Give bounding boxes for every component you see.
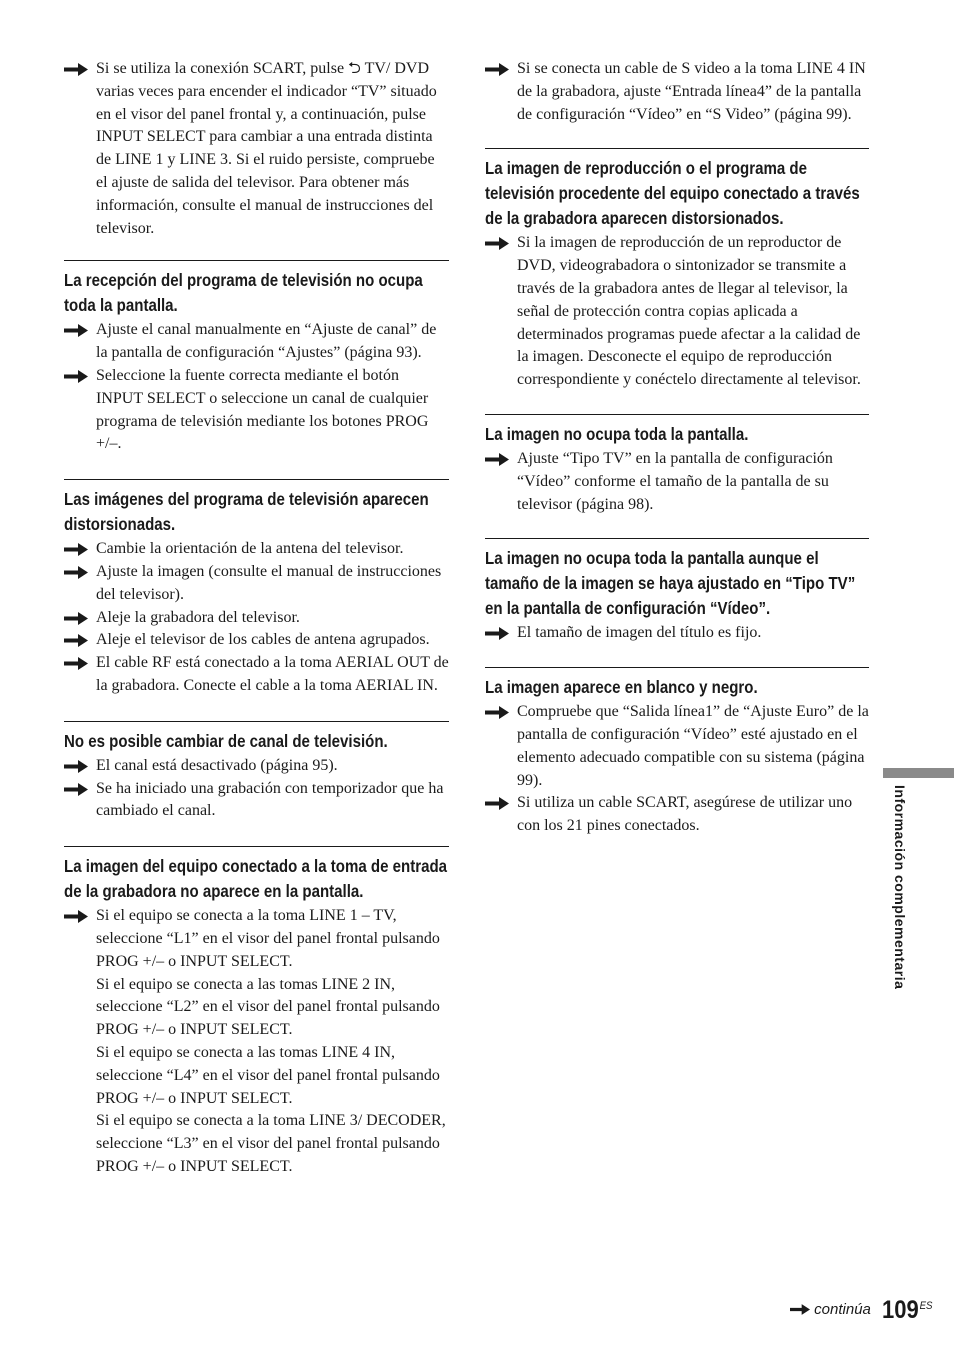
section-heading: Las imágenes del programa de televisión aparecen distorsionadas. <box>64 489 429 535</box>
continue-label: continúa <box>814 1301 871 1318</box>
section-heading: No es posible cambiar de canal de televisión. <box>64 730 388 751</box>
arrow-right-icon <box>64 370 88 383</box>
section-items <box>64 538 449 698</box>
troubleshooting-section <box>64 846 449 1179</box>
section-items <box>64 905 449 1179</box>
arrow-right-icon <box>485 237 509 250</box>
arrow-right-icon <box>64 657 88 670</box>
bullet-text: El tamaño de imagen del título es fijo. <box>517 624 762 642</box>
bullet-text: Ajuste el canal manualmente en “Ajuste de canal” de la pantalla de configuración “Ajustes” (página 93). <box>96 321 437 362</box>
troubleshooting-section <box>64 721 449 823</box>
bullet-text: Ajuste la imagen (consulte el manual de instrucciones del televisor). <box>96 562 442 603</box>
intro-items <box>485 58 869 126</box>
section-items <box>64 319 449 456</box>
bullet-item <box>485 622 869 645</box>
bullet-text: Aleje el televisor de los cables de antena agrupados. <box>96 631 430 649</box>
arrow-right-icon <box>64 63 88 76</box>
bullet-item <box>64 58 449 240</box>
section-heading: La imagen aparece en blanco y negro. <box>485 677 758 698</box>
troubleshooting-section <box>485 148 869 392</box>
troubleshooting-section <box>485 414 869 516</box>
bullet-text: Seleccione la fuente correcta mediante el botón INPUT SELECT o seleccione un canal de cualquier programa de televisión mediante los botones PROG +/–. <box>96 366 429 453</box>
arrow-right-icon <box>485 797 509 810</box>
bullet-item <box>64 778 449 824</box>
bullet-text: Si el equipo se conecta a las tomas LINE 2 IN, seleccione “L2” en el visor del panel frontal pulsando PROG +/– o INPUT SELECT. <box>96 975 440 1039</box>
side-tab-bar <box>883 768 954 778</box>
arrow-right-icon <box>64 634 88 647</box>
arrow-right-icon <box>64 566 88 579</box>
continue-indicator <box>790 1301 871 1318</box>
bullet-text: Si se utiliza la conexión SCART, pulse ⮌ TV/ DVD varias veces para encender el indicador “TV” situado en el visor del panel frontal y, a continuación, pulse INPUT SELECT para cambiar a una entrada distinta de LINE 1 y LINE 3. Si el ruido persiste, compruebe el ajuste de salida del televisor. Para obtener más información, consulte el manual de instrucciones del televisor. <box>96 60 437 237</box>
section-items <box>64 755 449 823</box>
bullet-text: El cable RF está conectado a la toma AERIAL OUT de la grabadora. Conecte el cable a la toma AERIAL IN. <box>96 654 449 694</box>
arrow-right-icon <box>485 627 509 640</box>
section-heading: La imagen no ocupa toda la pantalla aunque el tamaño de la imagen se haya ajustado en “Tipo TV” en la pantalla de configuración “Vídeo”. <box>485 548 856 619</box>
troubleshooting-section <box>485 538 869 645</box>
bullet-item <box>64 652 449 698</box>
arrow-right-icon <box>64 910 88 923</box>
left-column <box>64 58 449 1179</box>
troubleshooting-section <box>64 479 449 698</box>
arrow-right-icon <box>64 324 88 337</box>
bullet-item <box>485 232 869 392</box>
section-heading: La imagen no ocupa toda la pantalla. <box>485 423 749 444</box>
bullet-text: Ajuste “Tipo TV” en la pantalla de configuración “Vídeo” conforme el tamaño de la pantalla de su televisor (página 98). <box>517 449 833 513</box>
section-items <box>485 701 869 838</box>
bullet-text: Si el equipo se conecta a las tomas LINE 4 IN, seleccione “L4” en el visor del panel frontal pulsando PROG +/– o INPUT SELECT. <box>96 1043 440 1107</box>
bullet-item <box>64 365 449 456</box>
section-heading: La imagen del equipo conectado a la toma de entrada de la grabadora no aparece en la pantalla. <box>64 856 448 902</box>
bullet-text: Si utiliza un cable SCART, asegúrese de utilizar uno con los 21 pines conectados. <box>517 794 853 835</box>
bullet-item <box>64 905 449 1179</box>
arrow-right-icon <box>790 1304 810 1315</box>
section-heading: La imagen de reproducción o el programa de televisión procedente del equipo conectado a través de la grabadora aparecen distorsionados. <box>485 158 860 229</box>
troubleshooting-section <box>64 260 449 456</box>
bullet-item <box>485 792 869 838</box>
bullet-item <box>485 58 869 126</box>
section-items <box>485 622 869 645</box>
section-items <box>485 232 869 392</box>
bullet-text: Aleje la grabadora del televisor. <box>96 608 300 626</box>
arrow-right-icon <box>64 760 88 773</box>
troubleshooting-section <box>485 667 869 838</box>
intro-items <box>64 58 449 240</box>
arrow-right-icon <box>64 612 88 625</box>
bullet-text: Si el equipo se conecta a la toma LINE 1 – TV, seleccione “L1” en el visor del panel frontal pulsando PROG +/– o INPUT SELECT. <box>96 907 440 970</box>
bullet-item <box>64 319 449 365</box>
section-items <box>485 448 869 516</box>
side-tab-label: Información complementaria <box>892 785 908 990</box>
arrow-right-icon <box>485 453 509 466</box>
right-column <box>485 58 869 838</box>
bullet-item <box>485 448 869 516</box>
bullet-item <box>64 629 449 652</box>
bullet-text: Se ha iniciado una grabación con temporizador que ha cambiado el canal. <box>96 779 444 820</box>
page-number <box>882 1296 933 1325</box>
bullet-text: El canal está desactivado (página 95). <box>96 756 338 774</box>
arrow-right-icon <box>485 706 509 719</box>
bullet-text: Si el equipo se conecta a la toma LINE 3/ DECODER, seleccione “L3” en el visor del panel frontal pulsando PROG +/– o INPUT SELECT. <box>96 1112 446 1175</box>
section-heading: La recepción del programa de televisión no ocupa toda la pantalla. <box>64 270 423 316</box>
bullet-text: Compruebe que “Salida línea1” de “Ajuste Euro” de la pantalla de configuración “Vídeo” esté ajustado en el elemento adecuado compatible con su sistema (página 99). <box>517 703 869 789</box>
bullet-text: Si la imagen de reproducción de un reproductor de DVD, videograbadora o sintonizador se transmite a través de la grabadora antes de llegar al televisor, la señal de protección contra copias aplicada a determinados programas puede afectar a la calidad de la imagen. Desconecte el equipo de reproducción correspondiente y conéctelo directamente al televisor. <box>517 234 861 389</box>
bullet-item <box>64 561 449 607</box>
bullet-item <box>64 538 449 561</box>
bullet-item <box>485 701 869 792</box>
bullet-item <box>64 755 449 778</box>
arrow-right-icon <box>64 783 88 796</box>
page-number-value: 109 <box>882 1296 919 1324</box>
page-number-suffix: ES <box>919 1300 933 1312</box>
arrow-right-icon <box>485 63 509 76</box>
arrow-right-icon <box>64 543 88 556</box>
bullet-item <box>64 607 449 630</box>
bullet-text: Si se conecta un cable de S video a la toma LINE 4 IN de la grabadora, ajuste “Entrada línea4” de la pantalla de configuración “Vídeo” en “S Video” (página 99). <box>517 60 866 123</box>
bullet-text: Cambie la orientación de la antena del televisor. <box>96 540 404 558</box>
